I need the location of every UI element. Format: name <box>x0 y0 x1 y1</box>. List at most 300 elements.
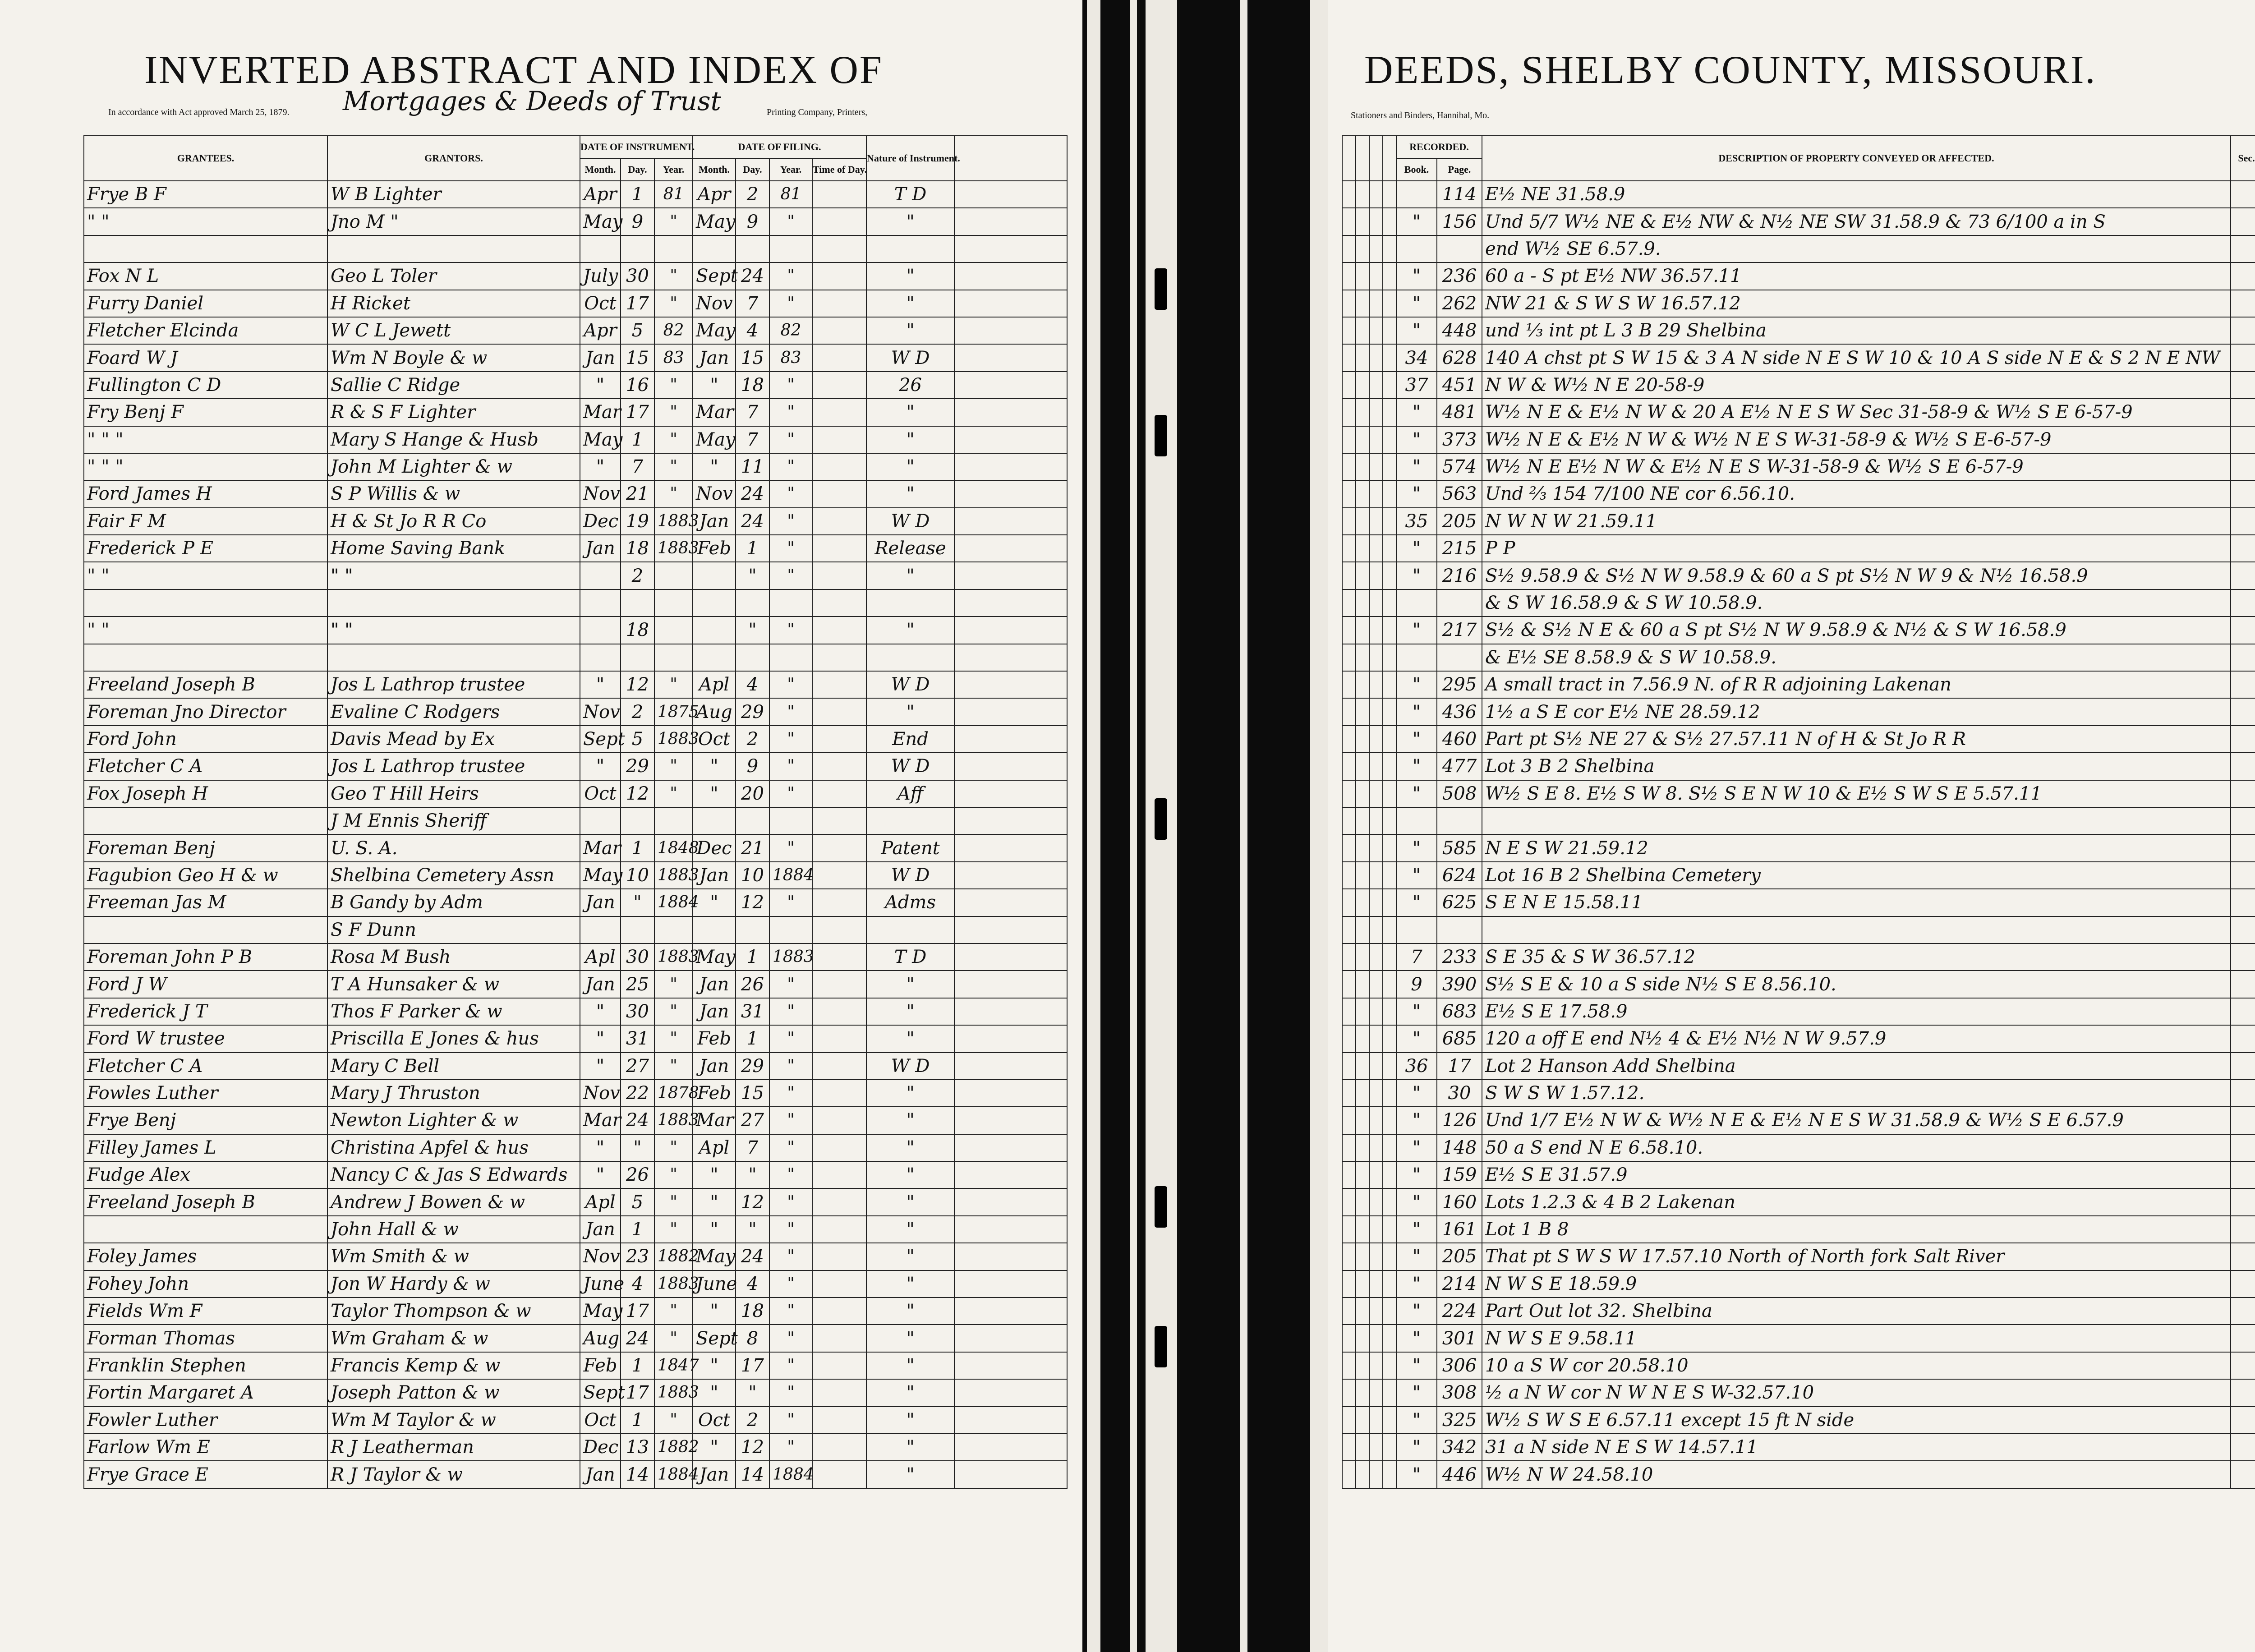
instrument-day-cell: 9 <box>621 208 654 235</box>
description-cell: S½ & S½ N E & 60 a S pt S½ N W 9.58.9 & N½ & S W 16.58.9 <box>1482 617 2231 644</box>
filing-day-cell: 12 <box>736 1434 769 1461</box>
book-cell: " <box>1396 535 1437 562</box>
grantee-cell: Fox Joseph H <box>84 780 327 807</box>
ledger-row-right <box>1342 889 2255 916</box>
margin-cell <box>1369 1053 1383 1080</box>
margin-cell <box>1356 1161 1369 1188</box>
grantee-cell: Fletcher Elcinda <box>84 317 327 344</box>
right-ledger-table <box>1342 135 2255 1489</box>
instrument-year-cell: " <box>654 971 693 998</box>
instrument-year-cell <box>654 807 693 834</box>
filing-month-cell: Apl <box>693 1134 736 1161</box>
nature-cell: " <box>866 317 954 344</box>
margin-cell <box>1369 1325 1383 1352</box>
filing-year-cell: 83 <box>769 344 812 371</box>
page-cell: 236 <box>1437 262 1482 290</box>
grantor-cell: Davis Mead by Ex <box>327 726 580 753</box>
blank-cell <box>954 453 1067 480</box>
filing-day-header: Day. <box>736 158 769 181</box>
filing-month-cell: " <box>693 1434 736 1461</box>
page-cell: 301 <box>1437 1325 1482 1352</box>
filing-year-cell <box>769 235 812 262</box>
nature-cell: " <box>866 480 954 507</box>
margin-cell <box>1342 862 1356 889</box>
margin-cell <box>1342 1080 1356 1107</box>
instrument-day-cell <box>621 589 654 617</box>
ledger-row-left <box>84 916 1067 943</box>
section-cell <box>2231 426 2255 453</box>
margin-cell <box>1342 1053 1356 1080</box>
margin-cell <box>1369 1407 1383 1434</box>
section-cell <box>2231 480 2255 507</box>
blank-cell <box>954 290 1067 317</box>
binding-hole <box>1155 798 1167 840</box>
margin-cell <box>1342 943 1356 971</box>
filing-year-cell: " <box>769 1270 812 1298</box>
margin-cell <box>1356 1134 1369 1161</box>
binding-hole <box>1155 415 1167 456</box>
grantor-cell: T A Hunsaker & w <box>327 971 580 998</box>
filing-month-cell: Feb <box>693 535 736 562</box>
page-cell: 436 <box>1437 698 1482 725</box>
grantee-cell: Foreman John P B <box>84 943 327 971</box>
grantor-cell: Nancy C & Jas S Edwards <box>327 1161 580 1188</box>
page-cell: 451 <box>1437 372 1482 399</box>
ledger-row-left <box>84 535 1067 562</box>
time-of-day-cell <box>812 235 866 262</box>
filing-day-cell: 9 <box>736 208 769 235</box>
time-of-day-cell <box>812 344 866 371</box>
grantee-cell: Fowler Luther <box>84 1407 327 1434</box>
description-cell: N W S E 9.58.11 <box>1482 1325 2231 1352</box>
binding-hole <box>1155 1326 1167 1367</box>
margin-cell <box>1383 971 1396 998</box>
filing-day-cell: 1 <box>736 535 769 562</box>
description-cell: und ⅓ int pt L 3 B 29 Shelbina <box>1482 317 2231 344</box>
instrument-year-cell: 83 <box>654 344 693 371</box>
margin-cell <box>1342 344 1356 371</box>
filing-day-cell: " <box>736 1161 769 1188</box>
margin-cell <box>1369 644 1383 671</box>
section-cell <box>2231 508 2255 535</box>
filing-day-cell: 4 <box>736 317 769 344</box>
ledger-row-left <box>84 1188 1067 1215</box>
grantors-header: GRANTORS. <box>327 136 580 181</box>
blank-cell <box>954 780 1067 807</box>
book-cell <box>1396 916 1437 943</box>
page-cell: 148 <box>1437 1134 1482 1161</box>
margin-cell <box>1356 589 1369 617</box>
blank-cell <box>954 1216 1067 1243</box>
ledger-row-right <box>1342 562 2255 589</box>
margin-cell <box>1356 943 1369 971</box>
filing-year-cell: " <box>769 480 812 507</box>
ledger-row-left <box>84 644 1067 671</box>
blank-cell <box>954 1407 1067 1434</box>
instrument-day-cell: 2 <box>621 698 654 725</box>
time-of-day-cell <box>812 1080 866 1107</box>
grantor-cell <box>327 235 580 262</box>
page-cell: 215 <box>1437 535 1482 562</box>
description-cell: 50 a S end N E 6.58.10. <box>1482 1134 2231 1161</box>
time-of-day-cell <box>812 1107 866 1134</box>
instrument-year-cell: " <box>654 1025 693 1052</box>
page-cell <box>1437 807 1482 834</box>
margin-cell <box>1342 1216 1356 1243</box>
margin-cell <box>1383 1379 1396 1406</box>
margin-cell <box>1383 753 1396 780</box>
margin-cell <box>1356 1352 1369 1379</box>
instrument-day-cell <box>621 916 654 943</box>
margin-cell <box>1383 262 1396 290</box>
ledger-row-right <box>1342 644 2255 671</box>
margin-cell <box>1356 262 1369 290</box>
blank-cell <box>954 1134 1067 1161</box>
margin-cell <box>1369 181 1383 208</box>
grantee-cell: Franklin Stephen <box>84 1352 327 1379</box>
filing-day-cell: 24 <box>736 1243 769 1270</box>
margin-cell <box>1369 1025 1383 1052</box>
book-cell: 36 <box>1396 1053 1437 1080</box>
page-cell: 30 <box>1437 1080 1482 1107</box>
grantor-cell: Joseph Patton & w <box>327 1379 580 1406</box>
description-cell: end W½ SE 6.57.9. <box>1482 235 2231 262</box>
instrument-day-cell: 1 <box>621 181 654 208</box>
margin-cell <box>1383 589 1396 617</box>
left-page-title: INVERTED ABSTRACT AND INDEX OF <box>144 48 883 92</box>
margin-cell <box>1342 235 1356 262</box>
section-cell <box>2231 1407 2255 1434</box>
grantor-cell: Jos L Lathrop trustee <box>327 671 580 698</box>
description-cell: E½ S E 17.58.9 <box>1482 998 2231 1025</box>
filing-year-cell <box>769 644 812 671</box>
margin-cell <box>1383 372 1396 399</box>
filing-day-cell: 17 <box>736 1352 769 1379</box>
page-cell: 161 <box>1437 1216 1482 1243</box>
instrument-month-cell: Mar <box>580 399 621 426</box>
ledger-row-right <box>1342 535 2255 562</box>
ledger-row-left <box>84 453 1067 480</box>
instrument-day-cell: 10 <box>621 862 654 889</box>
instrument-month-cell: Jan <box>580 1461 621 1488</box>
grantor-cell: U. S. A. <box>327 834 580 861</box>
margin-cell <box>1356 971 1369 998</box>
grantee-cell <box>84 644 327 671</box>
grantee-cell <box>84 1216 327 1243</box>
margin-cell <box>1383 399 1396 426</box>
time-of-day-cell <box>812 262 866 290</box>
description-cell: Part pt S½ NE 27 & S½ 27.57.11 N of H & St Jo R R <box>1482 726 2231 753</box>
margin-column-header <box>1369 136 1383 181</box>
margin-cell <box>1342 617 1356 644</box>
margin-cell <box>1369 235 1383 262</box>
ledger-row-left <box>84 671 1067 698</box>
margin-cell <box>1356 1243 1369 1270</box>
margin-cell <box>1342 780 1356 807</box>
blank-cell <box>954 1325 1067 1352</box>
instrument-day-cell: 22 <box>621 1080 654 1107</box>
ledger-row-right <box>1342 998 2255 1025</box>
margin-cell <box>1383 671 1396 698</box>
book-cell: 7 <box>1396 943 1437 971</box>
instrument-day-header: Day. <box>621 158 654 181</box>
margin-cell <box>1383 235 1396 262</box>
description-cell: A small tract in 7.56.9 N. of R R adjoining Lakenan <box>1482 671 2231 698</box>
book-cell: " <box>1396 1243 1437 1270</box>
section-cell <box>2231 1080 2255 1107</box>
grantee-cell <box>84 807 327 834</box>
instrument-day-cell: 1 <box>621 1407 654 1434</box>
blank-cell <box>954 807 1067 834</box>
page-cell: 262 <box>1437 290 1482 317</box>
filing-month-cell: Jan <box>693 971 736 998</box>
grantor-cell: Priscilla E Jones & hus <box>327 1025 580 1052</box>
blank-cell <box>954 862 1067 889</box>
blank-cell <box>954 1080 1067 1107</box>
instrument-year-cell: 1878 <box>654 1080 693 1107</box>
book-cell: " <box>1396 671 1437 698</box>
ledger-row-left <box>84 508 1067 535</box>
ledger-row-left <box>84 807 1067 834</box>
instrument-year-cell: 1883 <box>654 508 693 535</box>
grantor-cell: Mary S Hange & Husb <box>327 426 580 453</box>
time-of-day-cell <box>812 1188 866 1215</box>
margin-cell <box>1369 399 1383 426</box>
margin-cell <box>1356 317 1369 344</box>
filing-month-cell: Jan <box>693 1053 736 1080</box>
margin-cell <box>1342 453 1356 480</box>
grantee-cell <box>84 916 327 943</box>
instrument-day-cell: 17 <box>621 290 654 317</box>
margin-cell <box>1383 1434 1396 1461</box>
blank-cell <box>954 344 1067 371</box>
instrument-day-cell: 27 <box>621 1053 654 1080</box>
grantor-cell: " " <box>327 562 580 589</box>
filing-year-cell: " <box>769 617 812 644</box>
filing-day-cell: " <box>736 1216 769 1243</box>
grantor-cell: Home Saving Bank <box>327 535 580 562</box>
page-cell: 308 <box>1437 1379 1482 1406</box>
grantor-cell: R & S F Lighter <box>327 399 580 426</box>
ledger-row-right <box>1342 1325 2255 1352</box>
instrument-year-cell: 1883 <box>654 943 693 971</box>
margin-cell <box>1369 262 1383 290</box>
filing-year-cell: " <box>769 453 812 480</box>
book-cell <box>1396 644 1437 671</box>
description-cell: 140 A chst pt S W 15 & 3 A N side N E S W 10 & 10 A S side N E & S 2 N E NW <box>1482 344 2231 371</box>
margin-cell <box>1369 535 1383 562</box>
margin-cell <box>1356 1216 1369 1243</box>
time-of-day-cell <box>812 889 866 916</box>
filing-year-cell <box>769 589 812 617</box>
description-cell: W½ S E 8. E½ S W 8. S½ S E N W 10 & E½ S W S E 5.57.11 <box>1482 780 2231 807</box>
instrument-month-cell: Dec <box>580 508 621 535</box>
filing-day-cell: 27 <box>736 1107 769 1134</box>
time-of-day-cell <box>812 753 866 780</box>
filing-year-cell: " <box>769 726 812 753</box>
margin-cell <box>1383 834 1396 861</box>
margin-cell <box>1383 208 1396 235</box>
margin-cell <box>1356 1025 1369 1052</box>
page-cell: 563 <box>1437 480 1482 507</box>
time-of-day-cell <box>812 1243 866 1270</box>
nature-cell <box>866 235 954 262</box>
grantor-cell: W B Lighter <box>327 181 580 208</box>
filing-month-cell <box>693 617 736 644</box>
blank-cell <box>954 262 1067 290</box>
instrument-day-cell: 1 <box>621 1352 654 1379</box>
description-header: DESCRIPTION OF PROPERTY CONVEYED OR AFFECTED. <box>1482 136 2231 181</box>
margin-cell <box>1356 1053 1369 1080</box>
filing-year-cell: " <box>769 1080 812 1107</box>
filing-month-cell: Jan <box>693 508 736 535</box>
grantor-cell: H Ricket <box>327 290 580 317</box>
left-ledger-table <box>83 135 1068 1489</box>
instrument-day-cell: 23 <box>621 1243 654 1270</box>
instrument-month-cell: " <box>580 372 621 399</box>
margin-cell <box>1356 1325 1369 1352</box>
section-cell <box>2231 290 2255 317</box>
filing-day-cell: 7 <box>736 1134 769 1161</box>
filing-year-cell: " <box>769 1434 812 1461</box>
margin-cell <box>1369 1379 1383 1406</box>
nature-cell: " <box>866 1025 954 1052</box>
margin-cell <box>1342 290 1356 317</box>
stationers-note: Stationers and Binders, Hannibal, Mo. <box>1351 110 1490 120</box>
ledger-row-left <box>84 181 1067 208</box>
instrument-year-cell: " <box>654 1053 693 1080</box>
margin-cell <box>1383 1025 1396 1052</box>
book-cell <box>1396 807 1437 834</box>
section-cell <box>2231 1161 2255 1188</box>
section-cell <box>2231 399 2255 426</box>
page-cell: 448 <box>1437 317 1482 344</box>
grantor-cell: John M Lighter & w <box>327 453 580 480</box>
filing-month-cell: " <box>693 1216 736 1243</box>
filing-year-cell: " <box>769 1243 812 1270</box>
instrument-year-cell: " <box>654 1325 693 1352</box>
margin-cell <box>1383 480 1396 507</box>
binding-hole <box>1155 268 1167 310</box>
margin-cell <box>1369 290 1383 317</box>
margin-cell <box>1342 317 1356 344</box>
filing-month-cell: Jan <box>693 1461 736 1488</box>
grantor-cell: Shelbina Cemetery Assn <box>327 862 580 889</box>
ledger-row-left <box>84 1325 1067 1352</box>
filing-day-cell: 2 <box>736 1407 769 1434</box>
margin-cell <box>1369 726 1383 753</box>
grantor-cell: Wm M Taylor & w <box>327 1407 580 1434</box>
margin-cell <box>1369 1434 1383 1461</box>
filing-day-cell: 4 <box>736 671 769 698</box>
ledger-row-left <box>84 290 1067 317</box>
filing-day-cell: 12 <box>736 1188 769 1215</box>
blank-cell <box>954 1461 1067 1488</box>
instrument-month-cell: Apl <box>580 1188 621 1215</box>
description-cell: & E½ SE 8.58.9 & S W 10.58.9. <box>1482 644 2231 671</box>
page-cell: 373 <box>1437 426 1482 453</box>
instrument-year-cell: " <box>654 671 693 698</box>
description-cell: E½ S E 31.57.9 <box>1482 1161 2231 1188</box>
filing-month-cell: " <box>693 780 736 807</box>
filing-year-cell: 82 <box>769 317 812 344</box>
margin-cell <box>1383 1298 1396 1325</box>
margin-cell <box>1369 1134 1383 1161</box>
margin-cell <box>1342 1352 1356 1379</box>
instrument-year-cell <box>654 235 693 262</box>
margin-cell <box>1356 998 1369 1025</box>
section-cell <box>2231 998 2255 1025</box>
margin-cell <box>1356 644 1369 671</box>
margin-cell <box>1356 426 1369 453</box>
grantee-cell: Ford John <box>84 726 327 753</box>
instrument-month-cell: Feb <box>580 1352 621 1379</box>
nature-cell: " <box>866 998 954 1025</box>
margin-cell <box>1356 1298 1369 1325</box>
instrument-month-cell: Oct <box>580 780 621 807</box>
instrument-day-cell: 12 <box>621 780 654 807</box>
time-of-day-cell <box>812 698 866 725</box>
page-cell: 477 <box>1437 753 1482 780</box>
ledger-row-left <box>84 753 1067 780</box>
time-of-day-cell <box>812 862 866 889</box>
margin-cell <box>1369 780 1383 807</box>
time-of-day-cell <box>812 807 866 834</box>
margin-cell <box>1369 1298 1383 1325</box>
margin-cell <box>1342 589 1356 617</box>
margin-cell <box>1383 562 1396 589</box>
page-cell: 205 <box>1437 508 1482 535</box>
section-cell <box>2231 535 2255 562</box>
filing-year-cell: " <box>769 834 812 861</box>
ledger-row-left <box>84 1270 1067 1298</box>
instrument-year-cell: 1883 <box>654 535 693 562</box>
page-cell: 156 <box>1437 208 1482 235</box>
instrument-day-cell <box>621 807 654 834</box>
ledger-row-left <box>84 562 1067 589</box>
nature-cell: " <box>866 1107 954 1134</box>
margin-cell <box>1342 562 1356 589</box>
instrument-month-cell: Mar <box>580 1107 621 1134</box>
ledger-row-right <box>1342 726 2255 753</box>
time-of-day-cell <box>812 290 866 317</box>
filing-day-cell: 1 <box>736 943 769 971</box>
grantee-cell: Fry Benj F <box>84 399 327 426</box>
margin-cell <box>1383 1216 1396 1243</box>
instrument-month-cell: Apr <box>580 317 621 344</box>
filing-month-cell: Jan <box>693 862 736 889</box>
instrument-year-cell: 1883 <box>654 1270 693 1298</box>
ledger-row-right <box>1342 262 2255 290</box>
instrument-year-cell: " <box>654 1161 693 1188</box>
margin-cell <box>1342 208 1356 235</box>
ledger-row-left <box>84 1352 1067 1379</box>
instrument-month-cell: Nov <box>580 1080 621 1107</box>
ledger-row-right <box>1342 208 2255 235</box>
section-cell <box>2231 453 2255 480</box>
filing-day-cell: 15 <box>736 1080 769 1107</box>
filing-year-cell: " <box>769 208 812 235</box>
grantee-cell: Fullington C D <box>84 372 327 399</box>
filing-day-cell: 29 <box>736 698 769 725</box>
blank-cell <box>954 1161 1067 1188</box>
book-cell: " <box>1396 453 1437 480</box>
margin-cell <box>1356 671 1369 698</box>
blank-cell <box>954 589 1067 617</box>
margin-cell <box>1342 535 1356 562</box>
filing-year-cell: " <box>769 671 812 698</box>
filing-month-cell: " <box>693 1298 736 1325</box>
